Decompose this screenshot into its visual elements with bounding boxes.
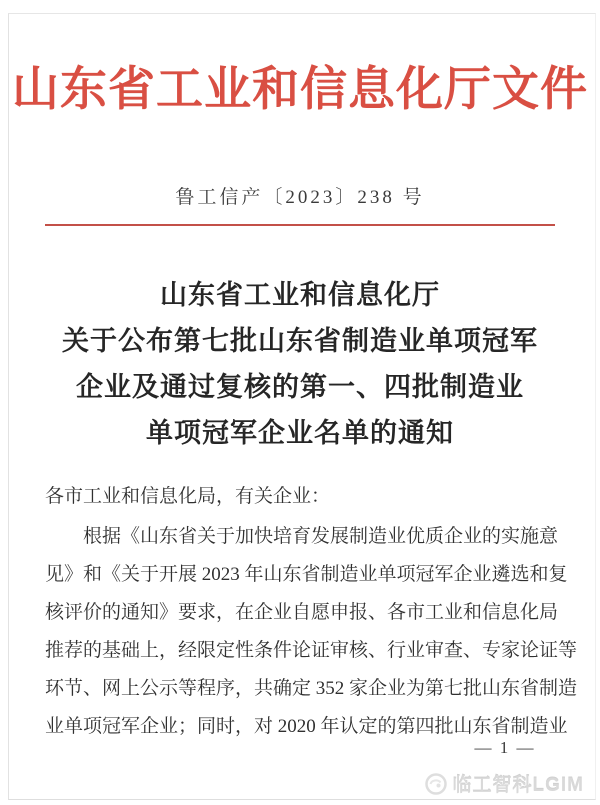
lgim-logo-icon [424, 772, 448, 796]
body-line: 核评价的通知》要求，在企业自愿申报、各市工业和信息化局 [45, 602, 559, 623]
document-title-line: 单项冠军企业名单的通知 [146, 418, 454, 448]
body-line: 推荐的基础上，经限定性条件论证审核、行业审查、专家论证等 [45, 640, 578, 661]
document-number: 鲁工信产〔2023〕238 号 [175, 187, 425, 208]
salutation-line: 各市工业和信息化局，有关企业： [45, 486, 331, 507]
document-title-line: 企业及通过复核的第一、四批制造业 [76, 372, 524, 402]
body-line: 环节、网上公示等程序，共确定 352 家企业为第七批山东省制造 [45, 678, 578, 699]
agency-banner-title: 山东省工业和信息化厅文件 [12, 64, 588, 116]
page-number: — 1 — [474, 738, 536, 757]
body-line: 根据《山东省关于加快培育发展制造业优质企业的实施意 [83, 526, 559, 547]
document-title-line: 关于公布第七批山东省制造业单项冠军 [62, 326, 538, 356]
red-divider-rule [45, 224, 555, 226]
watermark [424, 770, 585, 797]
body-paragraph [45, 518, 578, 746]
watermark-label: 临工智科LGIM [452, 775, 584, 796]
body-line: 业单项冠军企业；同时，对 2020 年认定的第四批山东省制造业 [45, 716, 568, 737]
document-title [30, 272, 570, 456]
body-line: 见》和《关于开展 2023 年山东省制造业单项冠军企业遴选和复 [45, 564, 568, 585]
document-title-line: 山东省工业和信息化厅 [160, 280, 440, 310]
